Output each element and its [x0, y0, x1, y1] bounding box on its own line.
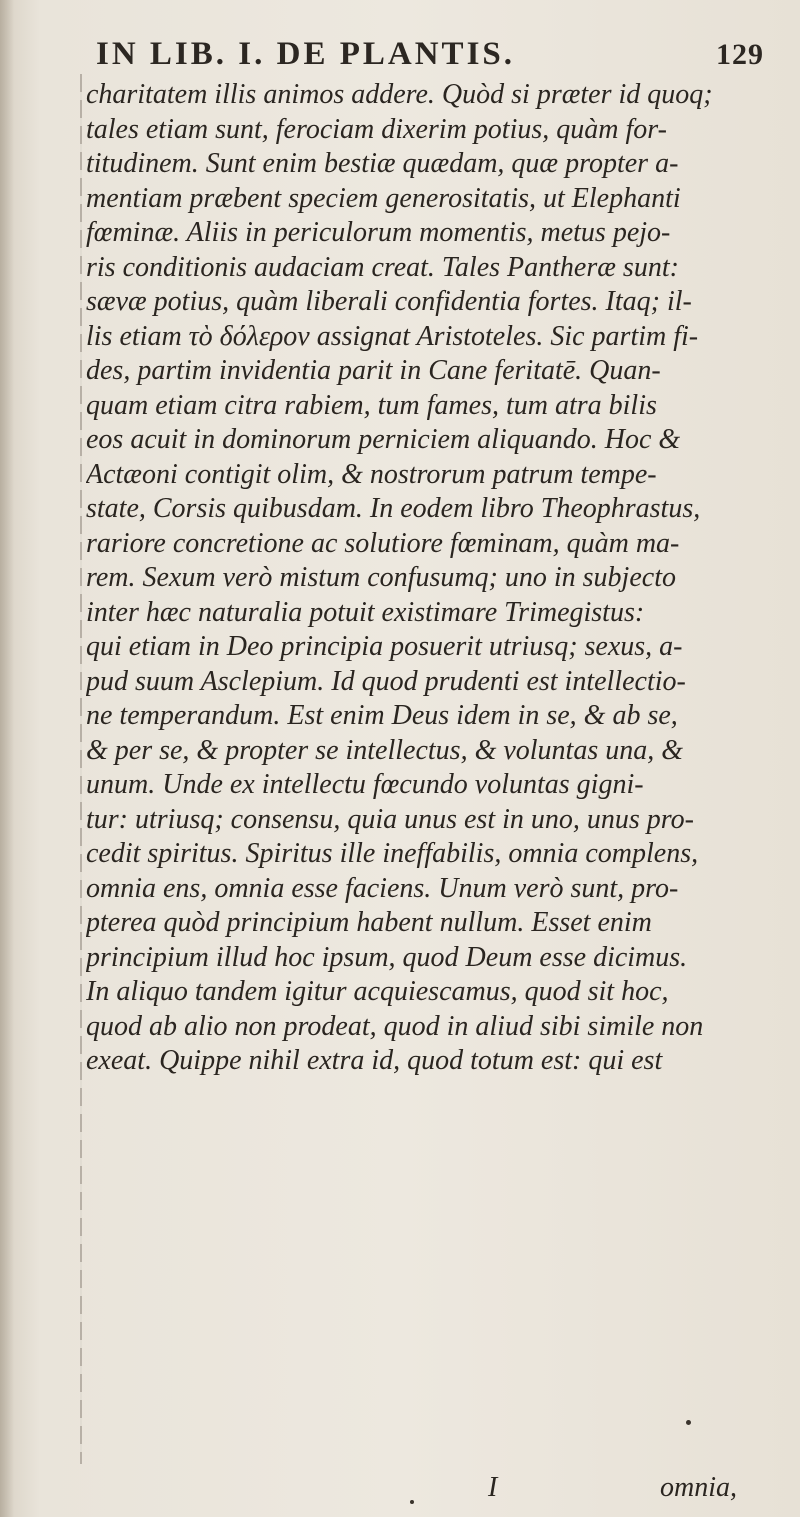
text-line: tur: utriusq; consensu, quia unus est in uno, unus pro- — [86, 803, 694, 835]
running-head — [96, 26, 776, 76]
ink-speck — [410, 1500, 414, 1504]
text-line: state, Corsis quibusdam. In eodem libro Theophrastus, — [86, 493, 701, 524]
text-line: ris conditionis audaciam creat. Tales Pantheræ sunt: — [86, 251, 679, 283]
text-line: eos acuit in dominorum perniciem aliquando. Hoc & — [86, 424, 681, 455]
text-line: exeat. Quippe nihil extra id, quod totum est: qui est — [86, 1045, 663, 1076]
catchword: omnia, — [660, 1472, 737, 1503]
text-line: cedit spiritus. Spiritus ille ineffabilis, omnia complens, — [86, 838, 699, 869]
gutter-shadow — [0, 0, 14, 1517]
page-number: 129 — [716, 38, 764, 71]
text-line: principium illud hoc ipsum, quod Deum esse dicimus. — [86, 941, 688, 973]
page-footer — [86, 1472, 786, 1506]
signature-mark: I — [488, 1472, 498, 1503]
text-line: & per se, & propter se intellectus, & voluntas una, & — [86, 734, 684, 766]
text-line: tales etiam sunt, ferociam dixerim potius, quàm for- — [86, 113, 667, 145]
margin-rule — [80, 74, 82, 1464]
text-line: rariore concretione ac solutiore fœminam, quàm ma- — [86, 527, 680, 559]
text-line: charitatem illis animos addere. Quòd si præter id quoq; — [86, 79, 713, 110]
text-line: titudinem. Sunt enim bestiæ quædam, quæ propter a- — [86, 148, 679, 179]
text-line: quam etiam citra rabiem, tum fames, tum atra bilis — [86, 389, 657, 421]
body-text — [86, 78, 796, 1079]
text-line: fœminæ. Aliis in periculorum momentis, metus pejo- — [86, 217, 671, 248]
text-line: sævæ potius, quàm liberali confidentia fortes. Itaq; il- — [86, 286, 692, 317]
text-line: rem. Sexum verò mistum confusumq; uno in subjecto — [86, 562, 676, 593]
text-line: omnia ens, omnia esse faciens. Unum verò sunt, pro- — [86, 872, 679, 904]
text-line: Actæoni contigit olim, & nostrorum patrum tempe- — [86, 458, 657, 490]
text-line: ne temperandum. Est enim Deus idem in se, & ab se, — [86, 700, 678, 731]
text-line: inter hæc naturalia potuit existimare Trimegistus: — [86, 596, 645, 628]
text-line: unum. Unde ex intellectu fœcundo voluntas gigni- — [86, 769, 644, 800]
text-line: In aliquo tandem igitur acquiescamus, quod sit hoc, — [86, 976, 669, 1007]
text-line: mentiam præbent speciem generositatis, ut Elephanti — [86, 182, 681, 214]
ink-speck — [686, 1420, 691, 1425]
text-line: quod ab alio non prodeat, quod in aliud sibi simile non — [86, 1010, 704, 1042]
text-line: pud suum Asclepium. Id quod prudenti est intellectio- — [86, 665, 686, 697]
text-line: qui etiam in Deo principia posuerit utriusq; sexus, a- — [86, 631, 683, 662]
text-line: des, partim invidentia parit in Cane feritatē. Quan- — [86, 355, 661, 386]
running-head-title: IN LIB. I. DE PLANTIS. — [96, 36, 516, 72]
text-line: pterea quòd principium habent nullum. Esset enim — [86, 907, 652, 938]
text-line: lis etiam τὸ δόλερον assignat Aristoteles. Sic partim fi- — [86, 320, 699, 352]
